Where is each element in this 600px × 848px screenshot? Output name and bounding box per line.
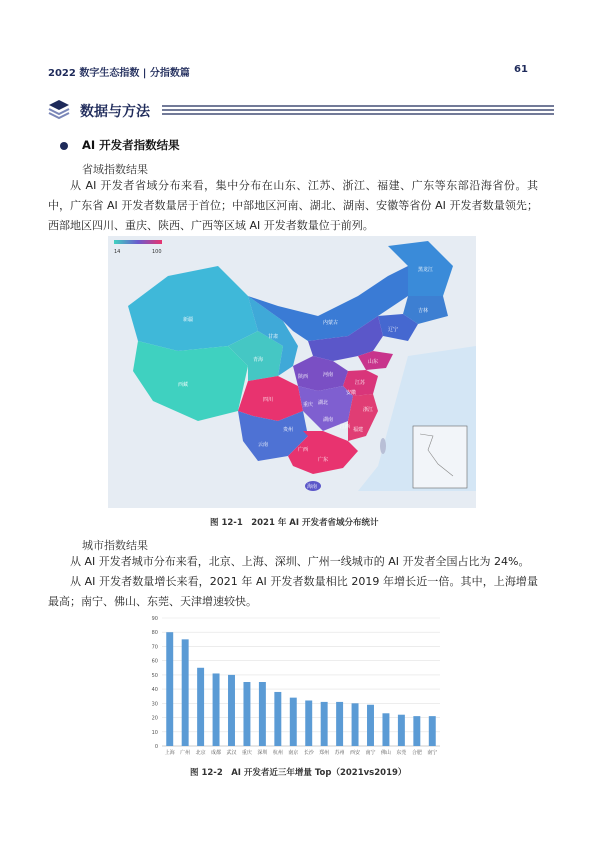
- x-tick-label: 南宁: [365, 750, 376, 756]
- svg-text:海南: 海南: [307, 484, 318, 490]
- y-tick-label: 60: [151, 658, 158, 665]
- section-title: 数据与方法: [80, 104, 150, 120]
- city-paragraph-1: 从 AI 开发者城市分布来看，北京、上海、深圳、广州一线城市的 AI 开发者全国占比为 24%。: [70, 555, 530, 568]
- city-heading: 城市指数结果: [82, 539, 148, 552]
- svg-text:湖北: 湖北: [318, 400, 329, 406]
- bar-杭州: [274, 692, 281, 746]
- x-tick-label: 郑州: [319, 750, 330, 756]
- bar-西安: [352, 703, 359, 746]
- bullet-dot: [60, 142, 68, 150]
- x-tick-label: 南宁: [427, 750, 438, 756]
- x-tick-label: 广州: [180, 750, 191, 756]
- bar-南京: [290, 698, 297, 746]
- province-paragraph: 从 AI 开发者省域分布来看，集中分布在山东、江苏、浙江、福建、广东等东部沿海省份。其中，广东省 AI 开发者数量居于首位；中部地区河南、湖北、湖南、安徽等省份 AI 开发者数量领先；西部地区四川、重庆、陕西、广西等区域 AI 开发者数量位于前列。: [48, 179, 538, 232]
- legend-max: 100: [152, 249, 162, 255]
- y-tick-label: 50: [151, 672, 158, 679]
- chart-x-ticks: [165, 749, 438, 756]
- x-tick-label: 合肥: [411, 750, 422, 756]
- city-paragraph-2: 从 AI 开发者数量增长来看，2021 年 AI 开发者数量相比 2019 年增长近一倍。其中，上海增量最高；南宁、佛山、东莞、天津增速较快。: [48, 575, 538, 608]
- bar-上海: [166, 632, 173, 746]
- svg-text:江西: 江西: [340, 424, 351, 430]
- x-tick-label: 上海: [164, 750, 175, 756]
- svg-text:浙江: 浙江: [363, 407, 374, 413]
- china-province-map: [108, 236, 476, 508]
- y-tick-label: 20: [151, 715, 158, 722]
- svg-text:湖南: 湖南: [323, 417, 334, 423]
- svg-text:甘肃: 甘肃: [268, 334, 279, 340]
- bar-广州: [182, 639, 189, 746]
- bar-成都: [213, 673, 220, 746]
- y-tick-label: 80: [151, 630, 158, 637]
- svg-text:青海: 青海: [253, 357, 264, 363]
- province-heading: 省域指数结果: [82, 163, 148, 176]
- x-tick-label: 西安: [350, 750, 361, 756]
- bar-合肥: [413, 716, 420, 746]
- x-tick-label: 长沙: [303, 750, 314, 756]
- bar-重庆: [243, 682, 250, 746]
- svg-text:山东: 山东: [368, 359, 379, 365]
- x-tick-label: 东莞: [396, 750, 407, 756]
- x-tick-label: 重庆: [241, 750, 252, 756]
- bar-北京: [197, 668, 204, 746]
- x-tick-label: 杭州: [272, 750, 283, 756]
- y-tick-label: 0: [154, 744, 158, 750]
- svg-text:贵州: 贵州: [283, 427, 294, 433]
- svg-text:广西: 广西: [298, 447, 309, 453]
- svg-text:吉林: 吉林: [418, 308, 429, 314]
- svg-text:黑龙江: 黑龙江: [418, 267, 434, 273]
- bar-苏州: [336, 702, 343, 746]
- y-tick-label: 30: [151, 701, 158, 708]
- x-tick-label: 成都: [211, 750, 222, 756]
- y-tick-label: 70: [151, 644, 158, 651]
- svg-text:重庆: 重庆: [303, 402, 314, 408]
- svg-text:辽宁: 辽宁: [388, 327, 399, 333]
- bar-长沙: [305, 700, 312, 746]
- map-svg: [108, 236, 476, 508]
- svg-text:安徽: 安徽: [346, 390, 357, 396]
- figure-caption-bars: 图 12-2 AI 开发者近三年增量 Top（2021vs2019）: [190, 768, 407, 778]
- region-taiwan: [380, 438, 386, 454]
- y-tick-label: 40: [151, 687, 158, 694]
- legend-gradient: [114, 240, 162, 244]
- x-tick-label: 深圳: [257, 750, 268, 756]
- legend-min: 14: [114, 249, 121, 255]
- running-header: 2022 数字生态指数 | 分指数篇: [48, 68, 190, 79]
- svg-text:福建: 福建: [353, 427, 364, 433]
- svg-text:河南: 河南: [323, 372, 334, 378]
- bar-深圳: [259, 682, 266, 746]
- bar-南宁: [367, 705, 374, 746]
- svg-text:新疆: 新疆: [183, 317, 194, 323]
- svg-text:内蒙古: 内蒙古: [323, 320, 339, 326]
- svg-text:云南: 云南: [258, 442, 269, 448]
- x-tick-label: 北京: [195, 750, 206, 756]
- bar-佛山: [382, 713, 389, 746]
- svg-text:广东: 广东: [318, 457, 329, 463]
- bar-武汉: [228, 675, 235, 746]
- bar-郑州: [321, 702, 328, 746]
- y-tick-label: 10: [151, 729, 158, 736]
- y-tick-label: 90: [151, 616, 158, 622]
- svg-text:江苏: 江苏: [355, 380, 366, 386]
- bar-东莞: [398, 715, 405, 746]
- layers-icon: [48, 98, 70, 120]
- subheading: AI 开发者指数结果: [82, 138, 180, 152]
- south-sea-inset: [413, 426, 467, 488]
- x-tick-label: 佛山: [380, 750, 391, 756]
- bar-南宁: [429, 716, 436, 746]
- section-rule: [162, 104, 554, 116]
- bar-chart: [140, 612, 445, 760]
- x-tick-label: 南京: [288, 750, 299, 756]
- svg-text:西藏: 西藏: [178, 382, 189, 388]
- figure-caption-map: 图 12-1 2021 年 AI 开发者省域分布统计: [210, 518, 379, 528]
- svg-text:四川: 四川: [263, 397, 274, 403]
- x-tick-label: 苏州: [334, 750, 345, 756]
- page-number: 61: [514, 64, 528, 75]
- x-tick-label: 武汉: [226, 750, 237, 756]
- chart-y-ticks: [152, 616, 158, 750]
- svg-text:陕西: 陕西: [298, 374, 309, 380]
